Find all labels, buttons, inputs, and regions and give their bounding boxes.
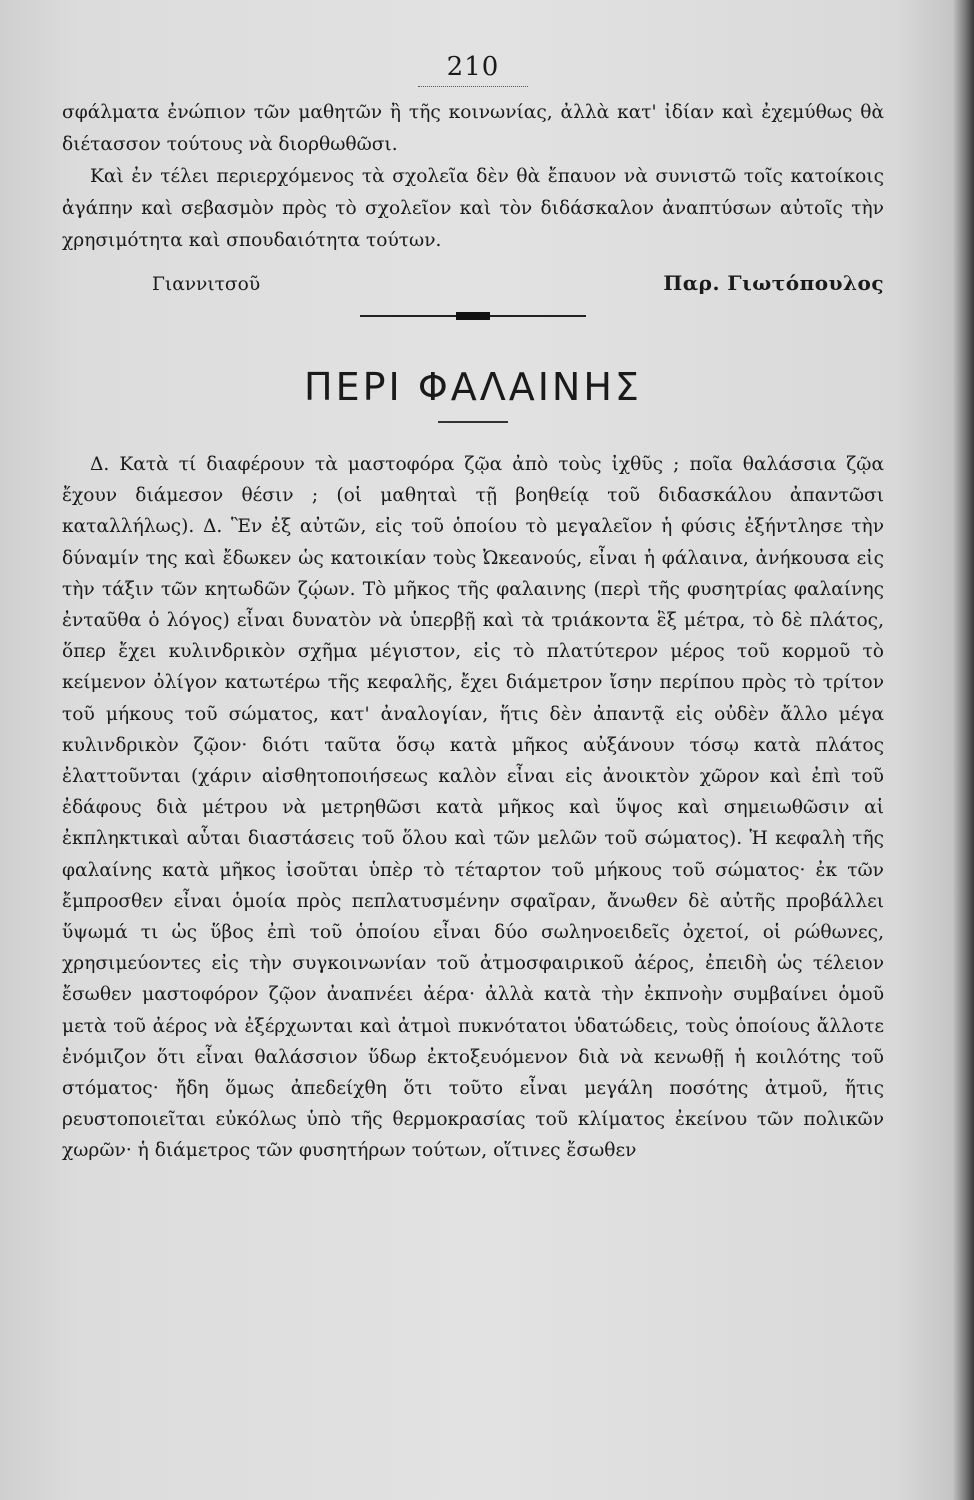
- page-content: [62, 52, 884, 1167]
- page-edge-shadow: [952, 0, 974, 1500]
- title-underline-rule: [438, 421, 508, 423]
- continuation-paragraph-2: Καὶ ἐν τέλει περιερχόμενος τὰ σχολεῖα δὲν θὰ ἔπαυον νὰ συνιστῶ τοῖς κατοίκοις ἀγάπην καὶ σεβασμὸν πρὸς τὸ σχολεῖον καὶ τὸν διδάσκαλον ἀναπτύσων αὐτοῖς τὴν χρησιμότητα καὶ σπουδαιότητα τούτων.: [62, 166, 884, 251]
- signature-author: Παρ. Γιωτόπουλος: [663, 271, 884, 295]
- article-body: [62, 449, 884, 1167]
- signature-place: Γιαννιτσοῦ: [152, 274, 261, 295]
- divider-line-right: [490, 315, 586, 317]
- divider-line-left: [360, 315, 456, 317]
- article-paragraph: Δ. Κατὰ τί διαφέρουν τὰ μαστοφόρα ζῷα ἀπὸ τοὺς ἰχθῦς ; ποῖα θαλάσσια ζῷα ἔχουν διάμεσον θέσιν ; (οἱ μαθηταὶ τῇ βοηθείᾳ τοῦ διδασκάλου ἀπαντῶσι καταλλήλως). Δ. Ἓν ἐξ αὐτῶν, εἰς τοῦ ὁποίου τὸ μεγαλεῖον ἡ φύσις ἐξήντλησε τὴν δύναμίν της καὶ ἔδωκεν ὡς κατοικίαν τοὺς Ὠκεανούς, εἶναι ἡ φάλαινα, ἀνήκουσα εἰς τὴν τάξιν τῶν κητωδῶν ζῴων. Τὸ μῆκος τῆς φαλαινης (περὶ τῆς φυσητρίας φαλαίνης ἐνταῦθα ὁ λόγος) εἶναι δυνατὸν νὰ ὑπερβῇ καὶ τὰ τριάκοντα ἓξ μέτρα, τὸ δὲ πλάτος, ὅπερ ἔχει κυλινδρικὸν σχῆμα μέγιστον, εἰς τὸ πλατύτερον μέρος τοῦ κορμοῦ τὸ κείμενον ὀλίγον κατωτέρω τῆς κεφαλῆς, ἔχει διάμετρον ἴσην περίπου πρὸς τὸ τρίτον τοῦ μήκους τοῦ σώματος, κατ' ἀναλογίαν, ἥτις δὲν ἀπαντᾷ εἰς οὐδὲν ἄλλο μέγα κυλινδρικὸν ζῷον· διότι ταῦτα ὅσῳ κατὰ μῆκος αὐξάνουν τόσῳ κατὰ πλάτος ἐλαττοῦνται (χάριν αἰσθητοποιήσεως καλὸν εἶναι εἰς ἀνοικτὸν χῶρον καὶ ἐπὶ τοῦ ἐδάφους διὰ μέτρου νὰ μετρηθῶσι κατὰ μῆκος καὶ ὕψος καὶ σημειωθῶσιν αἱ ἐκπληκτικαὶ αὗται διαστάσεις τοῦ ὅλου καὶ τῶν μελῶν τοῦ σώματος). Ἡ κεφαλὴ τῆς φαλαίνης κατὰ μῆκος ἰσοῦται ὑπὲρ τὸ τέταρτον τοῦ μήκους τοῦ σώματος· ἐκ τῶν ἔμπροσθεν εἶναι ὁμοία πρὸς πεπλατυσμένην σφαῖραν, ἄνωθεν δὲ αὐτῆς προβάλλει ὕψωμά τι ὡς ὕβος ἐπὶ τοῦ ὁποίου εἶναι δύο σωληνοειδεῖς ὀχετοί, οἱ ρώθωνες, χρησιμεύοντες εἰς τὴν συγκοινωνίαν τοῦ ἀτμοσφαιρικοῦ ἀέρος, ἐπειδὴ ὡς τέλειον ἔσωθεν μαστοφόρον ζῷον ἀναπνέει ἀέρα· ἀλλὰ κατὰ τὴν ἐκπνοὴν συμβαίνει ὁμοῦ μετὰ τοῦ ἀέρος νὰ ἐξέρχωνται καὶ ἀτμοὶ πυκνότατοι ὑδατώδεις, τοὺς ὁποίους ἄλλοτε ἐνόμιζον ὅτι εἶναι θαλάσσιον ὕδωρ ἐκτοξευόμενον διὰ νὰ κενωθῇ ἡ κοιλότης τοῦ στόματος· ἤδη ὅμως ἀπεδείχθη ὅτι τοῦτο εἶναι μεγάλη ποσότης ἀτμοῦ, ἥτις ρευστοποιεῖται εὐκόλως ὑπὸ τῆς θερμοκρασίας τοῦ κλίματος ἐκείνου τῶν πολικῶν χωρῶν· ἡ διάμετρος τῶν φυσητήρων τούτων, οἵτινες ἔσωθεν: [62, 454, 884, 1162]
- section-divider-ornament: [360, 309, 586, 323]
- continuation-paragraph-1: σφάλματα ἐνώπιον τῶν μαθητῶν ἢ τῆς κοινωνίας, ἀλλὰ κατ' ἰδίαν καὶ ἐχεμύθως θὰ διέτασσον τούτους νὰ διορθωθῶσι.: [62, 102, 884, 155]
- divider-center-block: [456, 312, 490, 320]
- article-title: ΠΕΡΙ ΦΑΛΑΙΝΗΣ: [304, 365, 642, 409]
- signature-line: [62, 271, 884, 295]
- page-number: 210: [446, 52, 500, 82]
- page-number-rule: [418, 86, 528, 87]
